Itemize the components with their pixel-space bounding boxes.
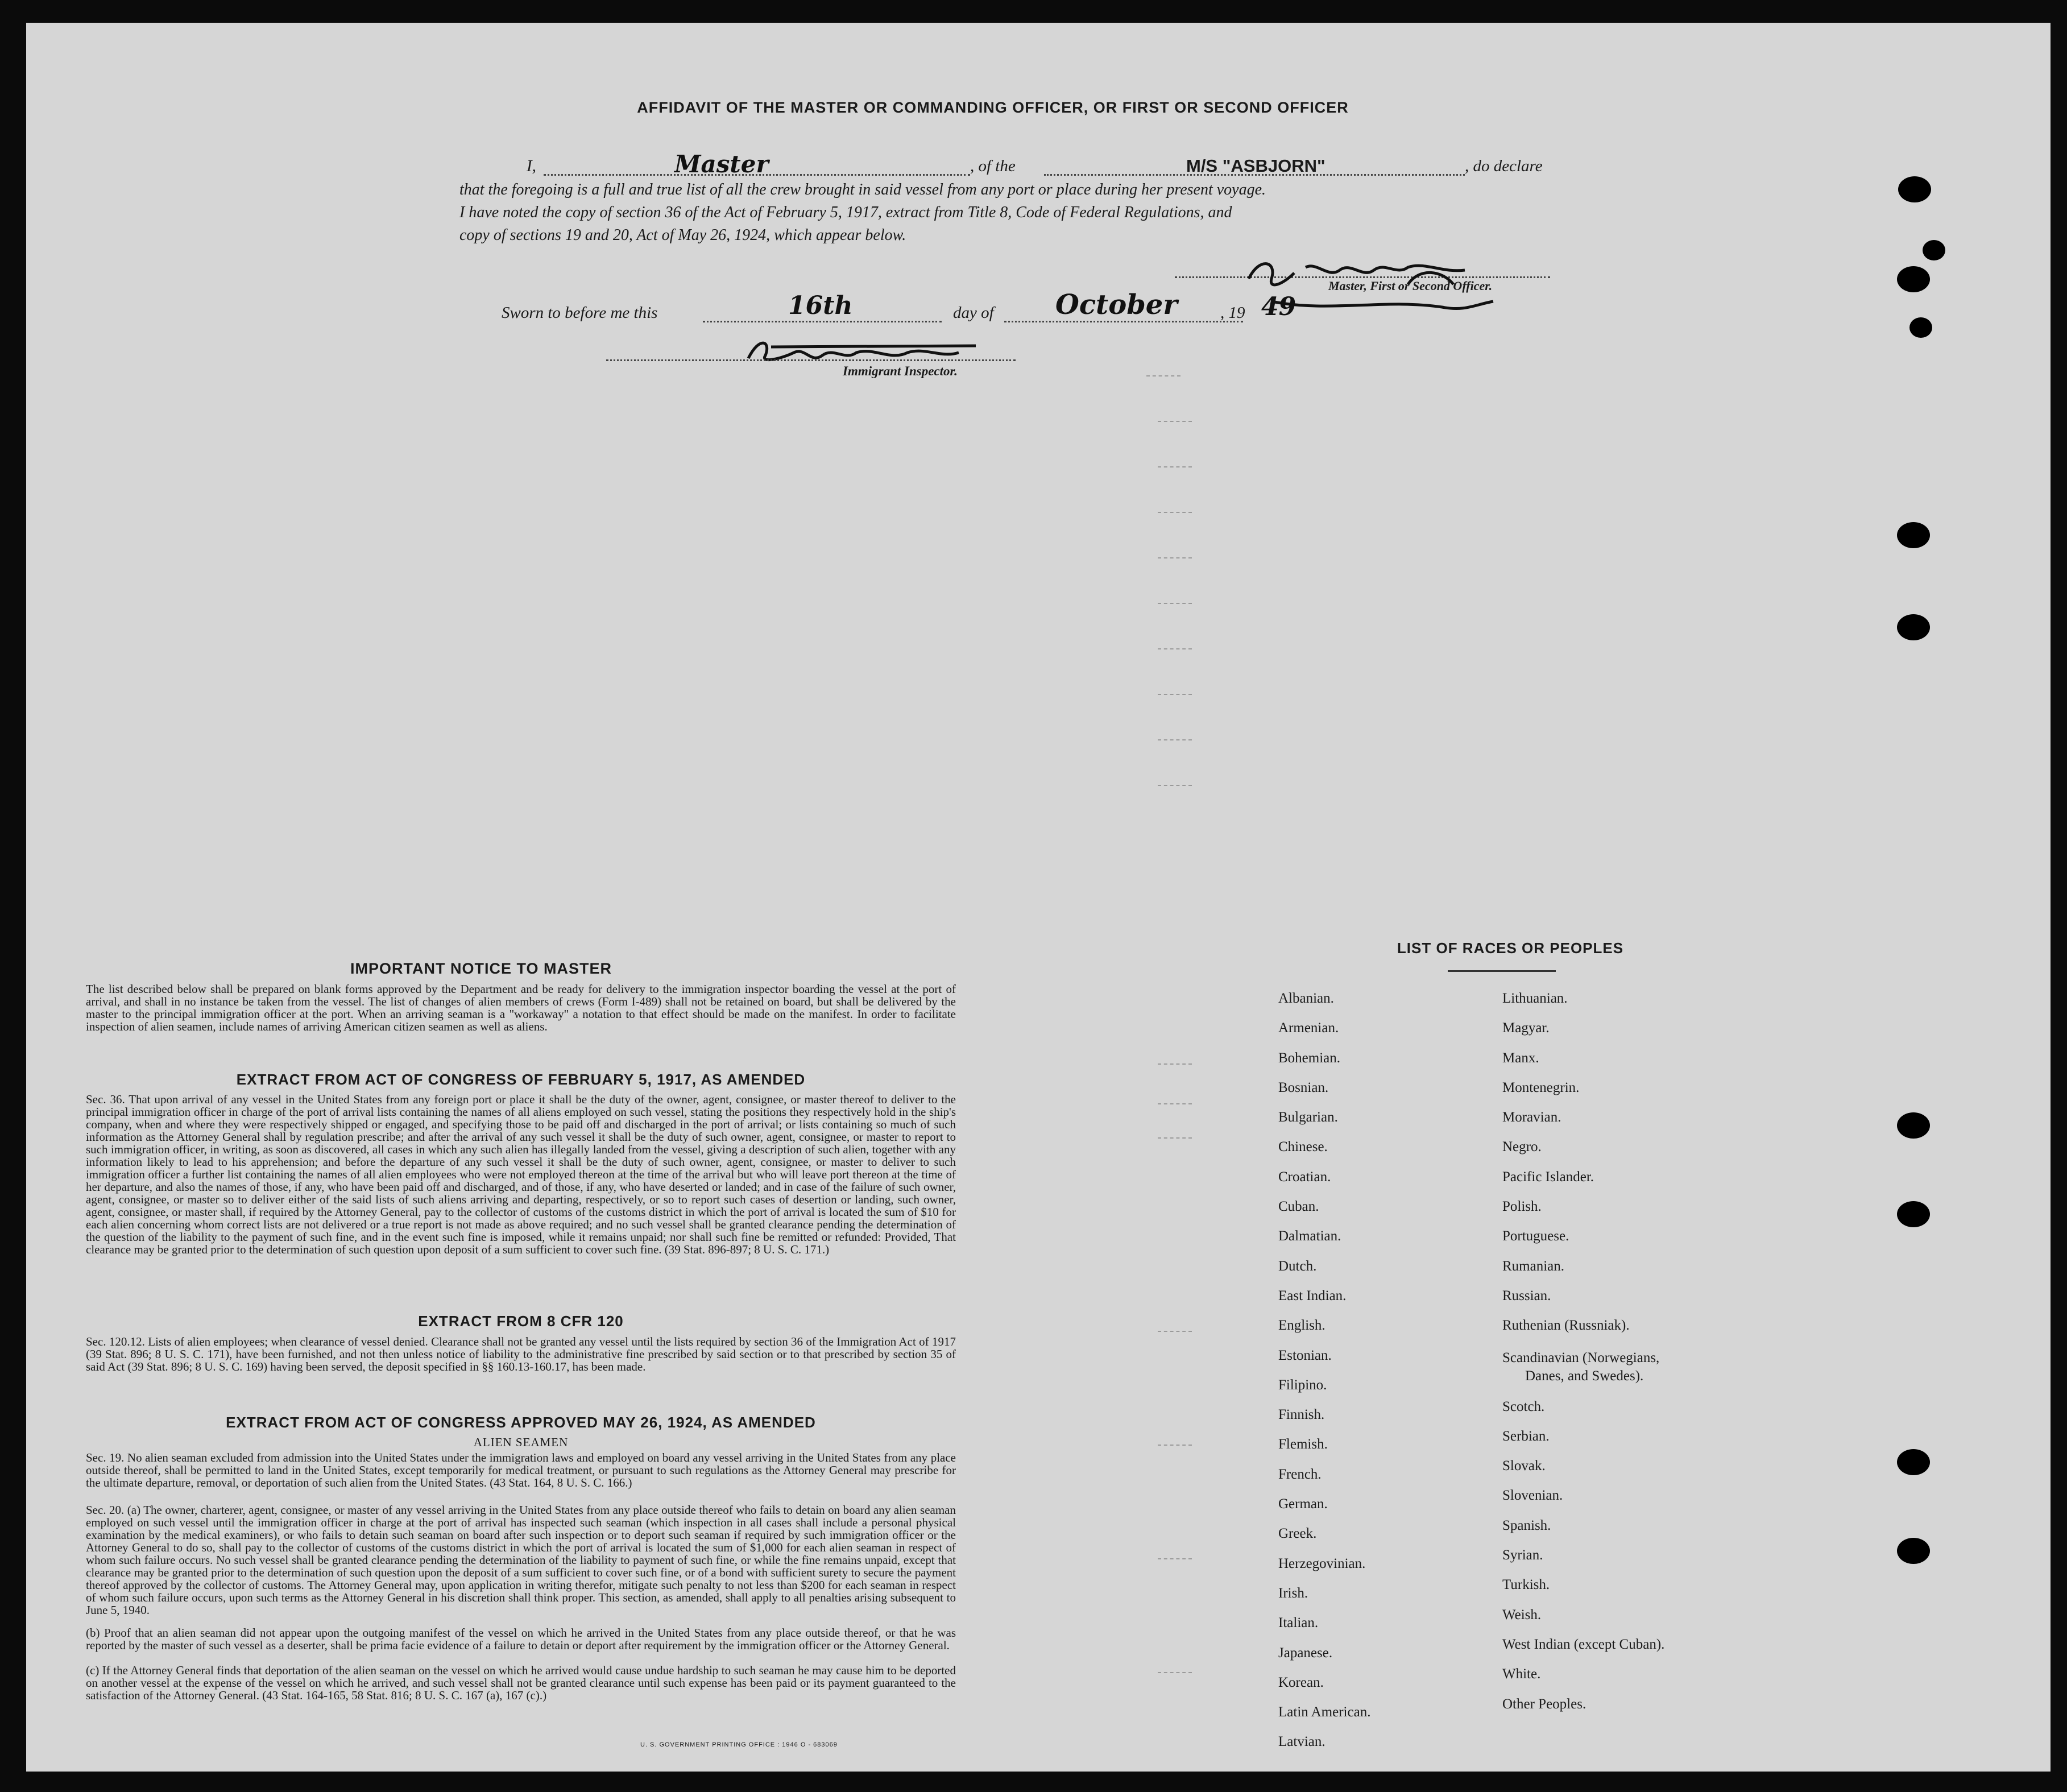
bleed-mark xyxy=(1158,466,1192,467)
vessel-name: M/S "ASBJORN" xyxy=(1186,156,1325,176)
affidavit-title: AFFIDAVIT OF THE MASTER OR COMMANDING OFFICER, OR FIRST OR SECOND OFFICER xyxy=(637,99,1349,116)
extract-1917-title: EXTRACT FROM ACT OF CONGRESS OF FEBRUARY 5, 1917, AS AMENDED xyxy=(236,1071,806,1088)
race-item: Bohemian. xyxy=(1278,1050,1341,1066)
race-item: Moravian. xyxy=(1502,1110,1561,1125)
punch-hole xyxy=(1909,317,1932,338)
bleed-mark xyxy=(1158,603,1192,604)
notice-title: IMPORTANT NOTICE TO MASTER xyxy=(350,960,612,977)
race-item: Greek. xyxy=(1278,1526,1317,1542)
affidavit-do-declare-label: , do declare xyxy=(1465,157,1543,175)
bleed-mark xyxy=(1158,1672,1192,1673)
race-item: French. xyxy=(1278,1466,1322,1482)
extract-1924-sec20b: (b) Proof that an alien seaman did not appear upon the outgoing manifest of the vessel on which he arrived in the United States from any place outside thereof, or that he was reported by the master of such vessel as a deserter, shall be prima facie evidence of a failure to detain or deport after requirement by the immigration officer or the Attorney General. xyxy=(86,1626,956,1652)
declarant-handwritten: Master xyxy=(674,150,769,178)
race-item: Chinese. xyxy=(1278,1139,1328,1155)
master-label: Master, First or Second Officer. xyxy=(1328,279,1493,293)
bleed-mark xyxy=(1158,512,1192,513)
bleed-mark xyxy=(1158,421,1192,422)
race-item: Korean. xyxy=(1278,1674,1324,1690)
race-item: Danes, and Swedes). xyxy=(1525,1368,1644,1384)
race-item: Slovak. xyxy=(1502,1458,1546,1474)
punch-hole xyxy=(1897,1201,1930,1227)
race-item: Polish. xyxy=(1502,1199,1542,1215)
race-item: Croatian. xyxy=(1278,1169,1331,1185)
race-item: Italian. xyxy=(1278,1615,1319,1631)
race-item: West Indian (except Cuban). xyxy=(1502,1636,1665,1652)
affidavit-body-line-1: that the foregoing is a full and true list of all the crew brought in said vessel from any port or place during her present voyage. xyxy=(459,181,1266,198)
bleed-mark xyxy=(1158,648,1192,649)
sworn-label: Sworn to before me this xyxy=(502,304,658,322)
race-item: Armenian. xyxy=(1278,1020,1339,1036)
punch-hole xyxy=(1898,176,1931,202)
race-item: Latvian. xyxy=(1278,1734,1325,1750)
extract-cfr-title: EXTRACT FROM 8 CFR 120 xyxy=(418,1313,624,1330)
race-item: Scandinavian (Norwegians, xyxy=(1502,1350,1660,1365)
extract-1924-sec19: Sec. 19. No alien seaman excluded from admission into the United States under the immigration laws and employed on board any vessel arriving in the United States from any place outside thereof, shall be permitted to land in the United States, except temporarily for medical treatment, or pursuant to such regulations as the Attorney General may prescribe for the ultimate departure, removal, or deportation of such alien from the United States. (43 Stat. 164, 8 U. S. C. 166.) xyxy=(86,1451,956,1489)
race-item: Flemish. xyxy=(1278,1437,1328,1452)
race-item: Herzegovinian. xyxy=(1278,1555,1366,1571)
punch-hole xyxy=(1897,266,1930,292)
race-item: English. xyxy=(1278,1318,1325,1334)
race-item: Spanish. xyxy=(1502,1517,1551,1533)
race-item: Negro. xyxy=(1502,1139,1542,1155)
bleed-mark xyxy=(1158,1137,1192,1139)
race-item: Dalmatian. xyxy=(1278,1228,1341,1244)
affidavit-body-line-2: I have noted the copy of section 36 of the Act of February 5, 1917, extract from Title 8, Code of Federal Regulations, and xyxy=(459,204,1232,221)
race-item: Serbian. xyxy=(1502,1428,1550,1444)
race-item: Dutch. xyxy=(1278,1258,1317,1274)
bleed-mark xyxy=(1158,1445,1192,1446)
race-item: Montenegrin. xyxy=(1502,1079,1580,1095)
race-item: Other Peoples. xyxy=(1502,1696,1587,1712)
bleed-mark xyxy=(1146,375,1180,376)
races-title-rule xyxy=(1448,970,1556,972)
race-item: Irish. xyxy=(1278,1585,1308,1601)
bleed-mark xyxy=(1158,1558,1192,1559)
race-item: Portuguese. xyxy=(1502,1228,1569,1244)
bleed-mark xyxy=(1158,1063,1192,1065)
extract-1924-sec20c: (c) If the Attorney General finds that deportation of the alien seaman on the vessel on which he arrived would cause undue hardship to such seaman he may cause him to be deported on another vessel at the expense of the vessel on which he arrived, and such vessel shall not be granted clearance until such expense has been paid or its payment guaranteed to the satisfaction of the Attorney General. (43 Stat. 164-165, 58 Stat. 816; 8 U. S. C. 167 (a), 167 (c).) xyxy=(86,1663,956,1702)
extract-1917-body: Sec. 36. That upon arrival of any vessel in the United States from any foreign port or place it shall be the duty of the owner, agent, consignee, or master thereof to deliver to the principal immigration officer in charge of the port of arrival lists containing the names of all aliens employed on such vessel, stating the positions they respectively hold in the ship's company, when and where they were respectively shipped or engaged, and specifying those to be paid off and discharged in the port of arrival; or lists containing so much of such information as the Attorney General shall by regulation prescribe; and after the arrival of any such vessel it shall be the duty of such owner, agent, consignee, or master to report to such immigration officer, in writing, as soon as discovered, all cases in which any such alien has illegally landed from the vessel, giving a description of such alien, together with any information likely to lead to his apprehension; and before the departure of any such vessel it shall be the duty of such owner, agent, consignee, or master to deliver to such immigration officer a further list containing the names of all alien employees who were not employed thereon at the time of the arrival but who will leave port thereon at the time of her departure, and also the names of those, if any, who have been paid off and discharged, and of those, if any, who have deserted or landed; and in case of the failure of such owner, agent, consignee, or master so to deliver either of the said lists of such aliens arriving and departing, respectively, or so to report such cases of desertion or landing, such owner, agent, consignee, or master shall, if required by the Attorney General, pay to the collector of customs of the customs district in which the port of arrival is located the sum of $10 for each alien concerning whom correct lists are not delivered or a true report is not made as above required; and no such vessel shall be granted clearance pending the determination of the question of the liability to the payment of such fine, and in the event such fine is imposed, while it remains unpaid; nor shall such fine be remitted or refunded: Provided, That clearance may be granted prior to the determination of such question upon deposit of a sum sufficient to cover such fine. (39 Stat. 896-897; 8 U. S. C. 171.) xyxy=(86,1092,956,1256)
bleed-mark xyxy=(1158,557,1192,558)
race-item: Latin American. xyxy=(1278,1704,1371,1720)
race-item: Albanian. xyxy=(1278,991,1334,1006)
bleed-mark xyxy=(1158,785,1192,786)
bleed-mark xyxy=(1158,739,1192,740)
race-item: Slovenian. xyxy=(1502,1488,1563,1504)
bleed-mark xyxy=(1158,1331,1192,1332)
punch-hole xyxy=(1897,1538,1930,1564)
inspector-label: Immigrant Inspector. xyxy=(843,364,958,378)
race-item: Bulgarian. xyxy=(1278,1110,1338,1125)
race-item: Japanese. xyxy=(1278,1645,1333,1661)
affidavit-body-line-3: copy of sections 19 and 20, Act of May 26, 1924, which appear below. xyxy=(459,226,906,244)
race-item: Manx. xyxy=(1502,1050,1539,1066)
affidavit-i-label: I, xyxy=(527,157,536,175)
sworn-day-line xyxy=(703,321,942,322)
race-item: Syrian. xyxy=(1502,1547,1543,1563)
punch-hole xyxy=(1897,614,1930,640)
race-item: Filipino. xyxy=(1278,1377,1327,1393)
sworn-month-line xyxy=(1004,321,1243,322)
bleed-mark xyxy=(1158,694,1192,695)
race-item: Lithuanian. xyxy=(1502,991,1568,1006)
bleed-mark xyxy=(1158,1103,1192,1104)
punch-hole xyxy=(1897,1449,1930,1475)
extract-1924-subtitle: ALIEN SEAMEN xyxy=(473,1435,569,1449)
race-item: Weish. xyxy=(1502,1607,1542,1623)
race-item: Finnish. xyxy=(1278,1407,1325,1423)
year-suffix: 49 xyxy=(1261,292,1296,321)
races-title: LIST OF RACES OR PEOPLES xyxy=(1397,940,1624,957)
sworn-day: 16th xyxy=(788,291,853,320)
race-item: Estonian. xyxy=(1278,1347,1332,1363)
race-item: White. xyxy=(1502,1666,1541,1682)
punch-hole xyxy=(1923,240,1945,260)
day-of-label: day of xyxy=(953,304,994,322)
races-left-column xyxy=(1278,984,1370,1757)
notice-body: The list described below shall be prepared on blank forms approved by the Department and be ready for delivery to the immigration inspector boarding the vessel at the port of arrival, and shall in no instance be taken from the vessel. The list of changes of alien members of crews (Form I-489) shall not be retained on board, but shall be delivered by the master to the principal immigration officer at the port. When an arriving seaman is a "workaway" a notation to that effect should be made on the manifest. In order to facilitate inspection of alien seamen, include names of arriving American citizen seamen as well as aliens. xyxy=(86,982,956,1033)
races-right-column xyxy=(1502,984,1664,1719)
race-item: Pacific Islander. xyxy=(1502,1169,1594,1185)
inspector-line xyxy=(606,359,1016,361)
punch-hole xyxy=(1897,1112,1930,1139)
extract-1924-sec20a: Sec. 20. (a) The owner, charterer, agent, consignee, or master of any vessel arriving in the United States from any place outside thereof who fails to detain on board any alien seaman employed on such vessel until the immigration officer in charge at the port of arrival has inspected such seaman (which inspection in all cases shall include a personal physical examination by the medical examiners), or who fails to detain such seaman on board after such inspection or to deport such seaman if required by such immigration officer or the Attorney General to do so, shall pay to the collector of customs of the customs district in which the port of arrival is located the sum of $1,000 for each alien seaman in respect of whom such failure occurs. No such vessel shall be granted clearance pending the determination of the liability to payment of such fine, or while the fine remains unpaid, except that clearance may be granted prior to the determination of such question upon the deposit of a sum sufficient to cover such fine, or of a bond with sufficient surety to secure the payment thereof approved by the collector of customs. The Attorney General may, upon application in writing therefor, mitigate such penalty to not less than $200 for each seaman in respect of whom such failure occurs, upon such terms as the Attorney General in his discretion shall think proper. This section, as amended, shall apply to all penalties arising subsequent to June 5, 1940. xyxy=(86,1503,956,1617)
race-item: Cuban. xyxy=(1278,1199,1319,1215)
race-item: Magyar. xyxy=(1502,1020,1550,1036)
race-item: East Indian. xyxy=(1278,1288,1347,1303)
document-page xyxy=(26,23,2051,1772)
extract-1924-title: EXTRACT FROM ACT OF CONGRESS APPROVED MAY 26, 1924, AS AMENDED xyxy=(226,1414,816,1431)
race-item: Scotch. xyxy=(1502,1398,1545,1414)
sworn-month: October xyxy=(1055,289,1178,321)
affidavit-of-the-label: , of the xyxy=(970,157,1016,175)
year-prefix: , 19 xyxy=(1220,304,1245,322)
punch-hole xyxy=(1897,522,1930,548)
extract-cfr-body: Sec. 120.12. Lists of alien employees; when clearance of vessel denied. Clearance shall not be granted any vessel until the lists required by section 36 of the Immigration Act of 1917 (39 Stat. 896; 8 U. S. C. 171), have been furnished, and not then unless notice of liability to the administrative fine prescribed by said section or to that prescribed by section 35 of said Act (39 Stat. 896; 8 U. S. C. 169) having been served, the deposit specified in §§ 160.13-160.17, has been made. xyxy=(86,1335,956,1373)
printing-office-imprint: U. S. GOVERNMENT PRINTING OFFICE : 1946 O - 683069 xyxy=(640,1741,838,1748)
race-item: Russian. xyxy=(1502,1288,1551,1303)
race-item: Ruthenian (Russniak). xyxy=(1502,1318,1630,1334)
race-item: Turkish. xyxy=(1502,1577,1550,1593)
race-item: Bosnian. xyxy=(1278,1079,1329,1095)
race-item: Rumanian. xyxy=(1502,1258,1565,1274)
race-item: German. xyxy=(1278,1496,1328,1512)
